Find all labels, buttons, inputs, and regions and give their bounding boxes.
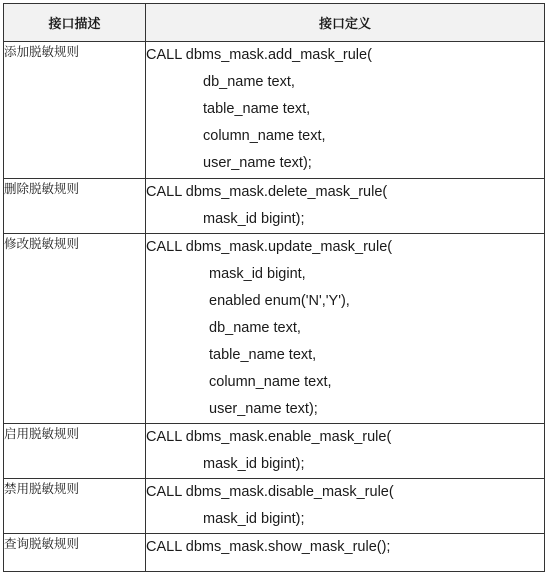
row-definition	[146, 479, 545, 534]
table-header-row	[4, 4, 545, 42]
code-line: CALL dbms_mask.enable_mask_rule(	[146, 429, 392, 445]
row-description: 添加脱敏规则	[4, 42, 146, 179]
code-line: CALL dbms_mask.show_mask_rule();	[146, 539, 391, 555]
code-line: table_name text,	[203, 101, 311, 117]
code-line: column_name text,	[203, 128, 326, 144]
row-description: 删除脱敏规则	[4, 179, 146, 234]
code-line: user_name text);	[209, 401, 318, 417]
row-definition	[146, 179, 545, 234]
row-definition	[146, 234, 545, 424]
table-row	[4, 479, 545, 534]
row-description: 查询脱敏规则	[4, 534, 146, 572]
row-description: 启用脱敏规则	[4, 424, 146, 479]
code-line: mask_id bigint,	[209, 266, 306, 282]
table-row	[4, 42, 545, 179]
code-line: mask_id bigint);	[203, 456, 305, 472]
table-row	[4, 424, 545, 479]
code-line: db_name text,	[203, 74, 295, 90]
code-line: table_name text,	[209, 347, 317, 363]
row-description: 禁用脱敏规则	[4, 479, 146, 534]
code-line: user_name text);	[203, 155, 312, 171]
row-definition	[146, 42, 545, 179]
code-line: CALL dbms_mask.update_mask_rule(	[146, 239, 393, 255]
code-line: mask_id bigint);	[203, 511, 305, 527]
code-line: CALL dbms_mask.disable_mask_rule(	[146, 484, 394, 500]
row-definition	[146, 424, 545, 479]
code-line: enabled enum('N','Y'),	[209, 293, 350, 309]
code-line: mask_id bigint);	[203, 211, 305, 227]
header-description: 接口描述	[4, 4, 146, 42]
header-definition: 接口定义	[146, 4, 545, 42]
code-line: column_name text,	[209, 374, 332, 390]
row-description: 修改脱敏规则	[4, 234, 146, 424]
code-line: CALL dbms_mask.delete_mask_rule(	[146, 184, 388, 200]
code-line: CALL dbms_mask.add_mask_rule(	[146, 47, 372, 63]
table-row	[4, 234, 545, 424]
code-line: db_name text,	[209, 320, 301, 336]
table-row	[4, 534, 545, 572]
table-row	[4, 179, 545, 234]
api-table	[3, 3, 545, 572]
row-definition	[146, 534, 545, 572]
